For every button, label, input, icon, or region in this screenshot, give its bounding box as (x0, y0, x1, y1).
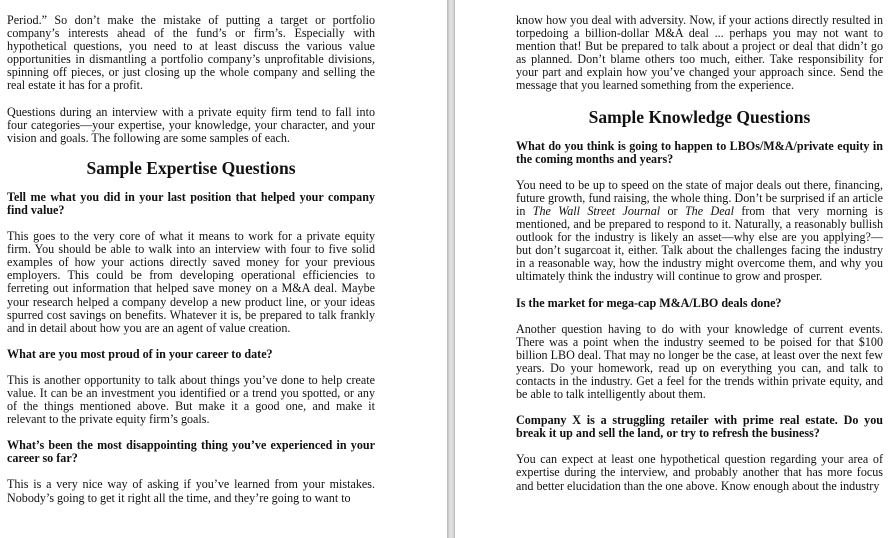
left-text-column (7, 14, 375, 518)
answer-paragraph (516, 179, 883, 284)
question-heading: What do you think is going to happen to LBOs/M&A/private equity in the coming months and years? (516, 138, 883, 166)
question-heading: Tell me what you did in your last position that helped your company find value? (7, 189, 375, 217)
answer-paragraph: This is another opportunity to talk about things you’ve done to help create value. It can be an investment you identified or a trend you spotted, or any of the things mentioned above. But make it a good one, and make it relevant to the private equity firm’s goals. (7, 372, 375, 427)
page-gutter (447, 0, 455, 538)
answer-text: You need to be up to speed on the state of major deals out there, financing, future growth, fund raising, the whole thing. Don’t be surprised if an article in (516, 177, 883, 218)
answer-paragraph: This is a very nice way of asking if you’ve learned from your mistakes. Nobody’s going to get it right all the time, and they’re going to want to (7, 477, 375, 505)
answer-text: or (660, 203, 685, 218)
question-heading: Is the market for mega-cap M&A/LBO deals done? (516, 295, 782, 310)
publication-title: The Wall Street Journal (532, 203, 661, 218)
paragraph: Questions during an interview with a private equity firm tend to fall into four categories—your expertise, your knowledge, your character, and your vision and goals. The following are some samples of each. (7, 104, 375, 145)
right-page (455, 0, 894, 538)
publication-title: The Deal (684, 203, 734, 218)
right-text-column (516, 14, 883, 506)
section-heading-knowledge: Sample Knowledge Questions (588, 106, 811, 127)
question-heading: Company X is a struggling retailer with prime real estate. Do you break it up and sell the land, or try to refresh the business? (516, 413, 883, 441)
answer-paragraph: You can expect at least one hypothetical question regarding your area of expertise during the interview, and probably another that has more focus and better elucidation than the one above. Know enough about the industry (516, 452, 883, 493)
answer-paragraph: This goes to the very core of what it means to work for a private equity firm. You should be able to walk into an interview with four to five solid examples of how your actions directly saved money for your previous employers. This could be from developing operational efficiencies to ferreting out information that helped save money on a M&A deal. Maybe your research helped a company develop a new product line, or your ideas spurred cost savings on benefits. Whatever it is, be prepared to talk frankly and in detail about how you are an agent of value creation. (7, 229, 375, 335)
section-heading-expertise: Sample Expertise Questions (86, 157, 296, 178)
paragraph: know how you deal with adversity. Now, if your actions directly resulted in torpedoing a billion-dollar M&A deal ... perhaps you may not want to mention that! But be prepared to talk about a project or deal that didn’t go as planned. Don’t blame others too much, either. Take responsibility for your part and explain how you’ve changed your approach since. Send the message that you learned something from the experience. (516, 13, 883, 93)
question-heading: What’s been the most disappointing thing you’ve experienced in your career so far? (7, 438, 375, 466)
question-heading: What are you most proud of in your career to date? (7, 346, 273, 361)
answer-paragraph: Another question having to do with your knowledge of current events. There was a point when the industry seemed to be poised for that $100 billion LBO deal. That may no longer be the case, at least over the next few years. Do your homework, read up on everything you can, and talk to contacts in the industry. Get a feel for the trends within private equity, and be able to talk intelligently about them. (516, 321, 883, 402)
answer-text: from that very morning is mentioned, and be prepared to respond to it. Naturally, a reasonably bullish outlook for the industry is likely an asset—why else are you applying?—but don’t sugarcoat it, either. Talk about the challenges facing the industry in a reasonable way, how the industry might overcome them, and why you ultimately think the industry will continue to grow and prosper. (516, 203, 883, 284)
paragraph: Period.” So don’t make the mistake of putting a target or portfolio company’s interests ahead of the fund’s or firm’s. Especially with hypothetical questions, you need to at least discuss the various value opportunities in dismantling a portfolio company’s unprofitable divisions, spinning off pieces, or just closing up the whole company and selling the real estate it has for a profit. (7, 13, 375, 93)
